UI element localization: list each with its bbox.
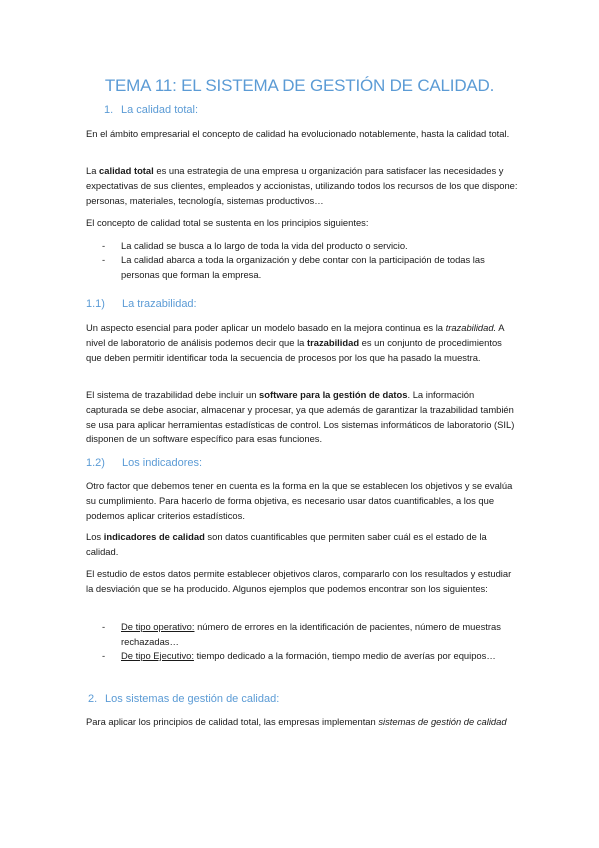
bullet-dash: - [102, 254, 106, 265]
paragraph: Otro factor que debemos tener en cuenta es la forma en la que se establecen los objetivos y se evalúa su cumplimiento. Para hacerlo de forma objetiva, es necesario usar datos cuantificables, a los que podemos aplicar criterios estadísticos. [86, 480, 513, 521]
section-number: 2. [88, 693, 98, 705]
section-number: 1.1) [86, 298, 105, 310]
bullet-dash: - [102, 621, 106, 632]
section-heading-1 [104, 104, 198, 116]
document-title: TEMA 11: EL SISTEMA DE GESTIÓN DE CALIDAD. [104, 76, 495, 95]
list-item: - La calidad se busca a lo largo de toda la vida del producto o servicio. [102, 239, 518, 254]
subsection-heading-1-2 [86, 457, 202, 469]
section-number: 1. [104, 104, 114, 116]
section-number: 1.2) [86, 457, 105, 469]
paragraph: El sistema de trazabilidad debe incluir un software para la gestión de datos. La información capturada se debe asociar, almacenar y procesar, ya que además de garantizar la trazabilidad también se usa para aplicar herramientas estadísticas de control. Los sistemas informáticos de laboratorio (SIL) disponen de un software específico para esas funciones. [86, 389, 515, 445]
bold-term: calidad total [99, 165, 154, 176]
bold-term: indicadores de calidad [103, 531, 205, 542]
subsection-heading-1-1 [86, 298, 197, 310]
bullet-dash: - [102, 650, 106, 661]
section-title: La calidad total: [121, 104, 199, 116]
list-item: - De tipo operativo: número de errores en la identificación de pacientes, número de muestras rechazadas… [102, 621, 501, 647]
section-title: Los indicadores: [122, 457, 203, 469]
italic-term: trazabilidad. [445, 322, 497, 333]
list-item-label: De tipo operativo: [121, 621, 195, 632]
list-item-label: De tipo Ejecutivo: [121, 650, 194, 661]
section-title: La trazabilidad: [122, 298, 197, 310]
paragraph: Un aspecto esencial para poder aplicar un modelo basado en la mejora continua es la trazabilidad. A nivel de laboratorio de análisis podemos decir que la trazabilidad es un conjunto de procedimientos que deben permitir identificar toda la secuencia de procesos por los que ha pasado la muestra. [86, 322, 504, 363]
paragraph: El estudio de estos datos permite establecer objetivos claros, compararlo con los resultados y estudiar la desviación que se ha producido. Algunos ejemplos que podemos encontrar son los siguientes: [86, 568, 512, 594]
paragraph: En el ámbito empresarial el concepto de calidad ha evolucionado notablemente, hasta la calidad total. [86, 128, 510, 139]
italic-term: sistemas de gestión de calidad [378, 716, 507, 727]
bullet-dash: - [102, 240, 106, 251]
paragraph: Los indicadores de calidad son datos cuantificables que permiten saber cuál es el estado de la calidad. [86, 531, 487, 557]
section-title: Los sistemas de gestión de calidad: [105, 693, 280, 705]
bold-term: software para la gestión de datos [259, 389, 408, 400]
list-item: - La calidad abarca a toda la organización y debe contar con la participación de todas las personas que forman la empresa. [102, 254, 485, 280]
list-item: - De tipo Ejecutivo: tiempo dedicado a la formación, tiempo medio de averías por equipos… [102, 649, 518, 664]
paragraph: Para aplicar los principios de calidad total, las empresas implementan sistemas de gestión de calidad [86, 716, 507, 727]
paragraph: El concepto de calidad total se sustenta en los principios siguientes: [86, 217, 369, 228]
bold-term: trazabilidad [306, 336, 360, 348]
section-heading-2 [88, 693, 279, 705]
paragraph: La calidad total es una estrategia de una empresa u organización para satisfacer las necesidades y expectativas de sus clientes, empleados y accionistas, utilizando todos los recursos de los que dispone: personas, materiales, tecnología, sistemas productivos… [86, 165, 518, 206]
